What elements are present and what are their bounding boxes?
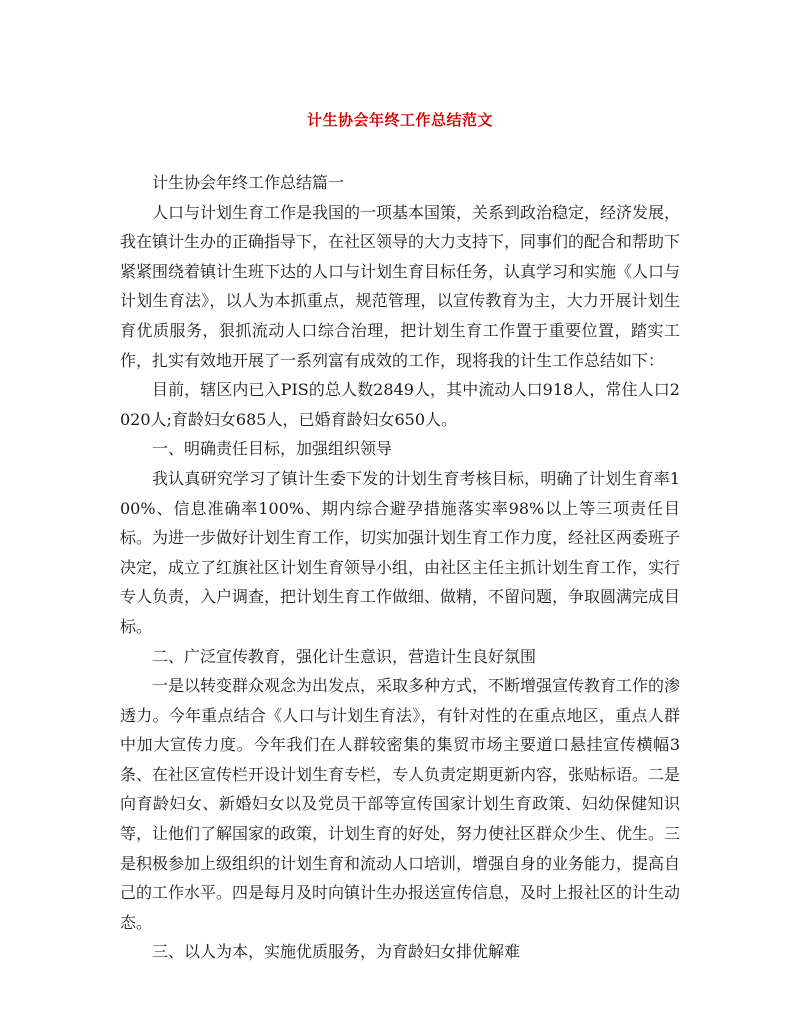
section-heading-two: 二、广泛宣传教育，强化计生意识，营造计生良好氛围: [152, 646, 537, 666]
section-heading-one: 一、明确责任目标，加强组织领导: [152, 439, 393, 459]
paragraph-publicity-education: 一是以转变群众观念为出发点，采取多种方式，不断增强宣传教育工作的渗透力。今年重点结合《人口与计划生育法》，有针对性的在重点地区，重点人群中加大宣传力度。今年我们在人群较密集的集贸市场主要道口悬挂宣传横幅3条、在社区宣传栏开设计划生育专栏，专人负责定期更新内容，张贴标语。二是向育龄妇女、新婚妇女以及党员干部等宣传国家计划生育政策、妇幼保健知识等，让他们了解国家的政策，计划生育的好处，努力使社区群众少生、优生。三是积极参加上级组织的计划生育和流动人口培训，增强自身的业务能力，提高自己的工作水平。四是每月及时向镇计生办报送宣传信息，及时上报社区的计生动态。: [120, 676, 681, 932]
section-heading-part-one: 计生协会年终工作总结篇一: [152, 173, 345, 192]
paragraph-responsibility-targets: 我认真研究学习了镇计生委下发的计划生育考核目标，明确了计划生育率100%、信息准确率100%、期内综合避孕措施落实率98%以上等三项责任目标。为进一步做好计划生育工作，切实加强计划生育工作力度，经社区两委班子决定，成立了红旗社区计划生育领导小组，由社区主任主抓计划生育工作，实行专人负责，入户调查，把计划生育工作做细、做精，不留问题，争取圆满完成目标。: [120, 468, 681, 636]
section-heading-three: 三、以人为本，实施优质服务，为育龄妇女排优解难: [152, 942, 521, 962]
paragraph-population-statistics: 目前，辖区内已入PIS的总人数2849人，其中流动人口918人，常住人口2020人;育龄妇女685人，已婚育龄妇女650人。: [120, 380, 680, 429]
document-title: 计生协会年终工作总结范文: [306, 111, 493, 129]
document-body: [120, 168, 680, 967]
paragraph-introduction: 人口与计划生育工作是我国的一项基本国策，关系到政治稳定，经济发展，我在镇计生办的正确指导下，在社区领导的大力支持下，同事们的配合和帮助下紧紧围绕着镇计生班下达的人口与计划生育目标任务，认真学习和实施《人口与计划生育法》，以人为本抓重点，规范管理，以宣传教育为主，大力开展计划生育优质服务，狠抓流动人口综合治理，把计划生育工作置于重要位置，踏实工作，扎实有效地开展了一系列富有成效的工作，现将我的计生工作总结如下：: [120, 202, 681, 370]
